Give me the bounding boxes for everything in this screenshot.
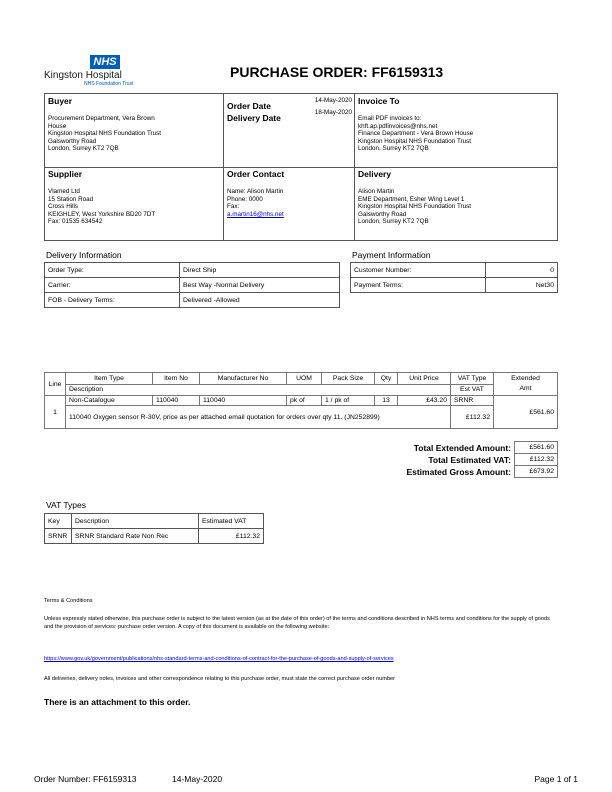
manufacturer-no: 110040	[200, 396, 287, 406]
invoice-to-heading: Invoice To	[358, 96, 400, 106]
order-contact-heading: Order Contact	[227, 169, 285, 179]
est-vat: £112.32	[451, 406, 494, 429]
delivery-info-label: FOB - Delivery Terms:	[45, 293, 180, 308]
supplier-line: Cross Hills	[48, 203, 79, 211]
table-header-row	[45, 384, 558, 396]
delivery-info-heading: Delivery Information	[46, 250, 122, 260]
page-title: PURCHASE ORDER: FF6159313	[230, 64, 444, 80]
item-type: Non-Catalogue	[66, 396, 153, 406]
supplier-line: 15 Station Road	[48, 195, 94, 203]
col-pack-size-header: Pack Size	[322, 373, 375, 385]
total-label: Total Estimated VAT:	[428, 454, 511, 465]
extended-amt: £561.60	[494, 396, 558, 429]
table-row	[45, 278, 340, 293]
invoice-to-line: London, Surrey KT2 7QB	[358, 145, 429, 153]
table-row	[45, 396, 558, 406]
table-row	[372, 442, 558, 454]
invoice-to-line: khft.ap.pdfinvoices@nhs.net	[358, 122, 438, 130]
delivery-date-label: Delivery Date	[227, 113, 281, 123]
total-value: £112.32	[515, 454, 558, 466]
supplier-line: Vlamed Ltd	[48, 188, 80, 195]
terms-link[interactable]: https://www.gov.uk/government/publications/nhs-standard-terms-and-conditions-of-contract-for-the-purchase-of-goods-and-supply-of-services	[44, 656, 394, 662]
col-line-header: Line	[45, 373, 66, 396]
table-row	[45, 406, 558, 429]
qty: 13	[375, 396, 398, 406]
total-value: £561.60	[515, 442, 558, 454]
buyer-line: Procurement Department, Vera Brown	[48, 115, 155, 122]
col-qty-header: Qty	[375, 373, 398, 385]
logo-trust-name: NHS Foundation Trust	[84, 81, 134, 87]
vat-type: SRNR	[451, 396, 494, 406]
delivery-info-value: Direct Ship	[180, 263, 340, 278]
col-uom-header: UOM	[287, 373, 322, 385]
supplier-line: Fax: 01535 634542	[48, 218, 103, 226]
col-extended-header	[494, 373, 558, 396]
payment-info-label: Customer Number:	[351, 263, 486, 278]
terms-heading: Terms & Conditions	[44, 598, 93, 604]
footer-page: Page 1 of 1	[534, 774, 578, 784]
delivery-info-label: Carrier:	[45, 278, 180, 293]
col-manufacturer-no-header: Manufacturer No	[200, 373, 287, 385]
delivery-info-table	[44, 262, 340, 308]
table-header-row	[45, 373, 558, 385]
line-items-table	[44, 372, 558, 429]
invoice-to-line: Kingston Hospital NHS Foundation Trust	[358, 137, 472, 145]
delivery-date-value: 18-May-2020	[314, 109, 352, 116]
col-extended-label: Extended	[511, 375, 540, 382]
buyer-line: Galsworthy Road	[48, 137, 97, 145]
line-number: 1	[45, 396, 66, 429]
table-row	[45, 293, 340, 308]
vat-estimated-header: Estimated VAT	[199, 514, 264, 529]
uom: pk of	[287, 396, 322, 406]
col-description-header: Description	[66, 384, 451, 396]
total-label: Total Extended Amount:	[413, 442, 511, 453]
payment-info-table	[350, 262, 558, 293]
payment-info-label: Payment Terms:	[351, 278, 486, 293]
payment-info-value: 0	[486, 263, 558, 278]
delivery-line: Galsworthy Road	[358, 210, 407, 218]
contact-fax: Fax:	[227, 203, 240, 211]
buyer-line: House	[48, 122, 67, 130]
invoice-to-line: Email PDF invoices to:	[358, 115, 422, 122]
item-description: 110040 Oxygen sensor R-30V, price as per attached email quotation for orders over qty 11. (JN252899)	[66, 406, 451, 429]
vat-description: SRNR Standard Rate Non Rec	[72, 529, 199, 544]
contact-name: Name: Alison Martin	[227, 188, 284, 195]
delivery-section	[358, 169, 556, 226]
buyer-line: Kingston Hospital NHS Foundation Trust	[48, 130, 162, 138]
payment-info-heading: Payment Information	[352, 250, 431, 260]
delivery-line: EME Department, Esher Wing Level 1	[358, 195, 465, 203]
totals-table	[372, 441, 558, 478]
delivery-line: Kingston Hospital NHS Foundation Trust	[358, 203, 472, 211]
delivery-line: Alison Martin	[358, 188, 395, 195]
pack-size: 1 / pk of	[322, 396, 375, 406]
vat-key-header: Key	[45, 514, 72, 529]
invoice-to-line: Finance Department - Vera Brown House	[358, 130, 474, 138]
terms-paragraph-2: All deliveries, delivery notes, invoices and other correspondence relating to this purchase order, must state the correct purchase order number	[44, 676, 396, 682]
buyer-heading: Buyer	[48, 96, 73, 106]
table-row	[372, 454, 558, 466]
supplier-line: KEIGHLEY, West Yorkshire BD20 7DT	[48, 210, 156, 218]
buyer-line: London, Surrey KT2 7QB	[48, 145, 119, 153]
col-item-type-header: Item Type	[66, 373, 153, 385]
col-est-vat-header: Est VAT	[451, 384, 494, 396]
logo-hospital-name: Kingston Hospital	[44, 70, 122, 81]
payment-info-value: Net30	[486, 278, 558, 293]
vat-estimated: £112.32	[199, 529, 264, 544]
table-row	[45, 529, 264, 544]
contact-phone: Phone: 0000	[227, 195, 263, 203]
vat-types-heading: VAT Types	[46, 500, 87, 510]
order-date-label: Order Date	[227, 101, 271, 111]
table-header-row	[45, 514, 264, 529]
unit-price: £43.20	[398, 396, 451, 406]
footer-order-number: Order Number: FF6159313	[34, 774, 137, 784]
col-vat-type-header: VAT Type	[451, 373, 494, 385]
nhs-logo-badge: NHS	[90, 55, 120, 69]
table-row	[351, 263, 558, 278]
dates-section	[227, 96, 352, 123]
supplier-section	[48, 169, 220, 226]
vat-key: SRNR	[45, 529, 72, 544]
invoice-to-section	[358, 96, 556, 153]
attachment-note: There is an attachment to this order.	[44, 697, 191, 707]
delivery-info-value: Delivered -Allowed	[180, 293, 340, 308]
col-item-no-header: Item No	[153, 373, 200, 385]
order-date-value: 14-May-2020	[314, 97, 352, 104]
delivery-info-value: Best Way -Normal Delivery	[180, 278, 340, 293]
footer-date: 14-May-2020	[172, 774, 223, 784]
delivery-heading: Delivery	[358, 169, 392, 179]
address-grid	[44, 93, 558, 241]
table-row	[351, 278, 558, 293]
table-row	[372, 466, 558, 478]
item-no: 110040	[153, 396, 200, 406]
col-unit-price-header: Unit Price	[398, 373, 451, 385]
total-value: £673.92	[515, 466, 558, 478]
vat-description-header: Description	[72, 514, 199, 529]
delivery-info-label: Order Type:	[45, 263, 180, 278]
table-row	[45, 263, 340, 278]
order-contact-section	[227, 169, 352, 218]
col-amt-label: Amt	[519, 385, 532, 392]
supplier-heading: Supplier	[48, 169, 83, 179]
terms-paragraph: Unless expressly stated otherwise, this purchase order is subject to the latest version (as at the date of this order) of the terms and conditions described in NHS terms and conditions for the supply of goods and the provision of services: purchase order version. A copy of this document is available on the following website:	[44, 616, 550, 630]
vat-types-table	[44, 513, 264, 544]
contact-email-link[interactable]: a.martin16@nhs.net	[227, 210, 284, 218]
total-label: Estimated Gross Amount:	[406, 466, 511, 477]
delivery-line: London, Surrey KT2 7QB	[358, 218, 429, 226]
buyer-section	[48, 96, 220, 153]
